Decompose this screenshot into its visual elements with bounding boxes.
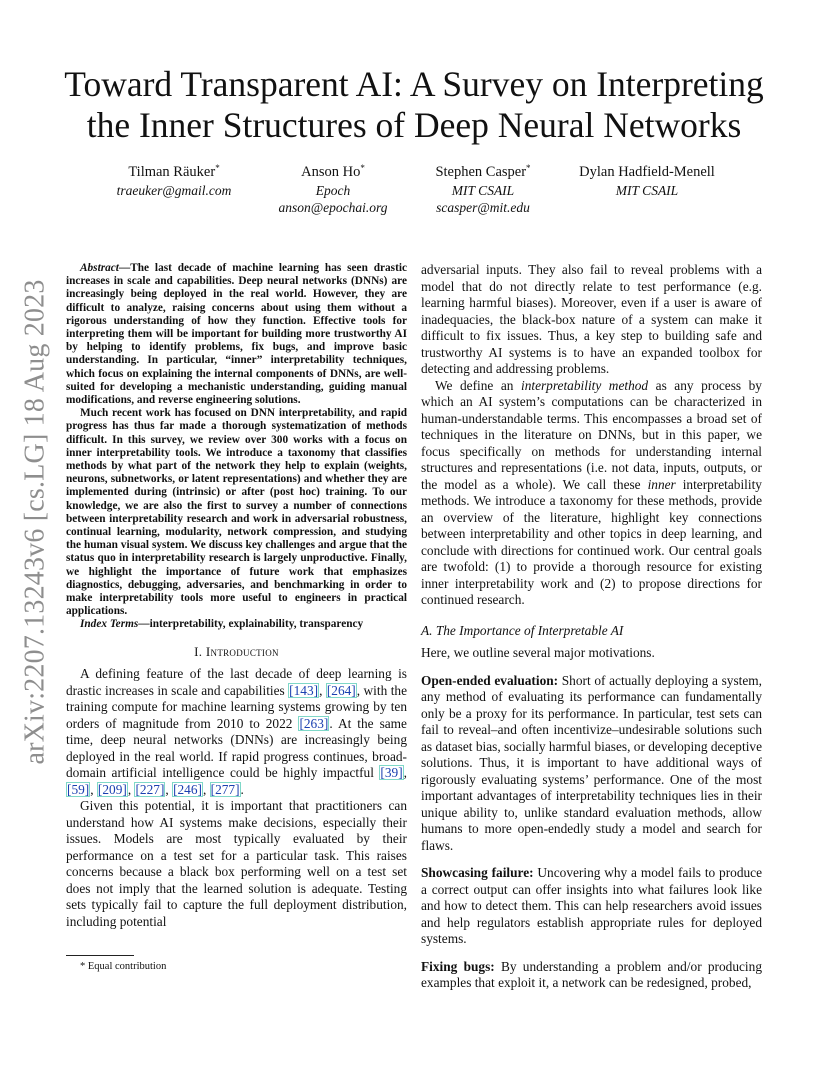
author-affiliation: Epoch	[315, 182, 351, 198]
arxiv-identifier-stamp	[14, 279, 58, 765]
abstract	[66, 262, 407, 618]
author-email: traeuker@gmail.com	[116, 182, 232, 198]
author-1	[117, 164, 232, 199]
equal-contribution-mark: *	[360, 163, 365, 173]
citation-link[interactable]: [277]	[210, 781, 240, 797]
intro-paragraph-1: A defining feature of the last decade of deep learning is drastic increases in scale and capabilities [143], [264], with the training compute for machine learning systems growing by ten orders of magnitude from 2010 to 2022 [263]. At the same time, deep neural networks (DNNs) are increasingly being deployed in the real world. If rapid progress continues, broad-domain artificial intelligence could be highly impactful [39], [59], [209], [227], [246], [277].	[66, 666, 407, 797]
footnote	[80, 960, 166, 973]
citation-link[interactable]: [39]	[380, 765, 403, 781]
equal-contribution-mark: *	[526, 163, 531, 173]
index-terms-lead: Index Terms	[80, 618, 139, 631]
index-terms-text: —interpretability, explainability, transparency	[138, 618, 364, 631]
intro-paragraph-2: Given this potential, it is important that practitioners can understand how AI systems make decisions, especially their issues. Models are most typically evaluated by their performance on a test set for a particular task. This raises concerns because a black box performing well on a test set does not imply that the learned solution is adequate. Testing sets typically fail to capture the full deployment distribution, including potential	[66, 798, 407, 929]
footnote-mark: *	[80, 961, 86, 972]
run-in-heading: Fixing bugs:	[421, 958, 495, 974]
citation-link[interactable]: [263]	[299, 715, 329, 731]
section-heading-introduction	[66, 644, 407, 661]
left-column	[66, 262, 407, 930]
index-terms	[66, 618, 407, 631]
author-3	[435, 164, 530, 217]
term-inner: inner	[647, 476, 676, 492]
author-email: anson@epochai.org	[278, 200, 388, 215]
author-2	[278, 164, 387, 217]
abstract-paragraph-1: —The last decade of machine learning has seen drastic increases in scale and capabilities. Deep neural networks (DNNs) are increasingly being deployed in the real world. However, they are difficult to analyze, raising concerns about using them without a rigorous understanding of how they function. Effective tools for interpreting them will be important for building more trustworthy AI by helping to identify problems, fix bugs, and improve basic understanding. In particular, “inner” interpretability techniques, which focus on explaining the internal components of DNNs, are well-suited for developing a mechanistic understanding, guiding manual modifications, and reverse engineering solutions.	[66, 262, 407, 407]
term-interpretability-method: interpretability method	[520, 377, 649, 393]
run-in-heading: Showcasing failure:	[421, 865, 534, 880]
author-name: Dylan Hadfield-Menell	[579, 164, 715, 180]
author-name: Stephen Casper	[435, 164, 527, 180]
intro-paragraph-continued: adversarial inputs. They also fail to reveal problems with a model that do not directly relate to test performance (e.g. learning harmful biases). Moreover, even if a user is aware of inadequacies, the black-box nature of a system can make it difficult to fix issues. Thus, a key step to building safe and trustworthy AI systems is to have an expanded toolbox for detecting and addressing problems.	[421, 262, 762, 376]
footnote-text: Equal contribution	[87, 961, 167, 972]
motivation-showcasing-failure: Showcasing failure: Uncovering why a model fails to produce a correct output can offer insights into what failures look like and how to detect them. This can help researchers avoid issues and help regulators establish appropriate rules for deployed systems.	[421, 865, 763, 946]
motivation-fixing-bugs: Fixing bugs: By understanding a problem and/or producing examples that exploit it, a network can be redesigned, probed,	[421, 958, 762, 990]
citation-link[interactable]: [246]	[173, 781, 202, 797]
author-name: Anson Ho	[301, 164, 361, 180]
equal-contribution-mark: *	[215, 163, 220, 173]
abstract-paragraph-2: Much recent work has focused on DNN interpretability, and rapid progress has thus far made a thorough systematization of methods difficult. In this survey, we review over 300 works with a focus on inner interpretability tools. We introduce a taxonomy that classifies methods by what part of the network they help to explain (weights, neurons, subnetworks, or latent representations) and whether they are implemented during (intrinsic) or after (post hoc) training. To our knowledge, we are also the first to survey a number of connections between interpretability research and work in adversarial robustness, continual learning, modularity, network compression, and studying the human visual system. We discuss key challenges and argue that the status quo in interpretability research is largely unproductive. Finally, we highlight the importance of future work that emphasizes diagnostics, debugging, adversaries, and benchmarking in order to make interpretability tools more useful to engineers in practical applications.	[66, 407, 407, 618]
citation-link[interactable]: [143]	[289, 682, 319, 698]
author-block	[0, 164, 828, 224]
definition-paragraph: We define an interpretability method as any process by which an AI system’s computations can be characterized in human-understandable terms. This encompasses a broad set of techniques in the literature on DNNs, but in this paper, we focus specifically on methods for understanding internal structures and representations (i.e. not data, inputs, outputs, or the model as a whole). We call these inner interpretability methods. We introduce a taxonomy for these methods, provide an overview of the literature, highlight key connections between interpretability and other topics in deep learning, and conclude with directions for continued work. Our central goals are twofold: (1) to provide a thorough resource for existing inner interpretability work and (2) to propose directions for continued research.	[421, 377, 762, 607]
right-column	[421, 262, 762, 992]
section-numeral: I.	[194, 643, 203, 659]
citation-link[interactable]: [227]	[135, 781, 165, 797]
author-email: scasper@mit.edu	[436, 200, 530, 215]
author-affiliation: MIT CSAIL	[451, 182, 515, 198]
citation-link[interactable]: [264]	[326, 682, 356, 698]
author-4	[579, 164, 715, 199]
citation-link[interactable]: [59]	[67, 781, 90, 797]
run-in-heading: Open-ended evaluation:	[421, 672, 559, 688]
citation-link[interactable]: [209]	[97, 781, 127, 797]
abstract-lead: Abstract	[80, 262, 119, 274]
author-name: Tilman Räuker	[128, 164, 216, 180]
motivations-intro: Here, we outline several major motivations.	[421, 645, 655, 660]
arxiv-stamp-text: arXiv:2207.13243v6 [cs.LG] 18 Aug 2023	[20, 279, 52, 765]
motivation-open-ended-evaluation: Open-ended evaluation: Short of actually deploying a system, any method of evaluating its performance can fundamentally only be a proxy for its performance. In particular, test sets can fail to reveal–and often incentivize–undesirable solutions such as dataset bias, socially harmful biases, or developing deceptive solutions. Thus, it is important to have additional ways of rigorously evaluating systems’ performance. One of the most important advantages of interpretability techniques lies in their unique ability to, unlike standard evaluation methods, allow humans to more open-endedly study a model and search for flaws.	[421, 672, 762, 853]
footnote-rule	[66, 955, 134, 956]
author-affiliation: MIT CSAIL	[615, 182, 679, 198]
paper-title: Toward Transparent AI: A Survey on Interpreting the Inner Structures of Deep Neural Networks	[64, 64, 764, 145]
section-title: Introduction	[205, 643, 279, 659]
subsection-heading: A. The Importance of Interpretable AI	[421, 622, 624, 638]
